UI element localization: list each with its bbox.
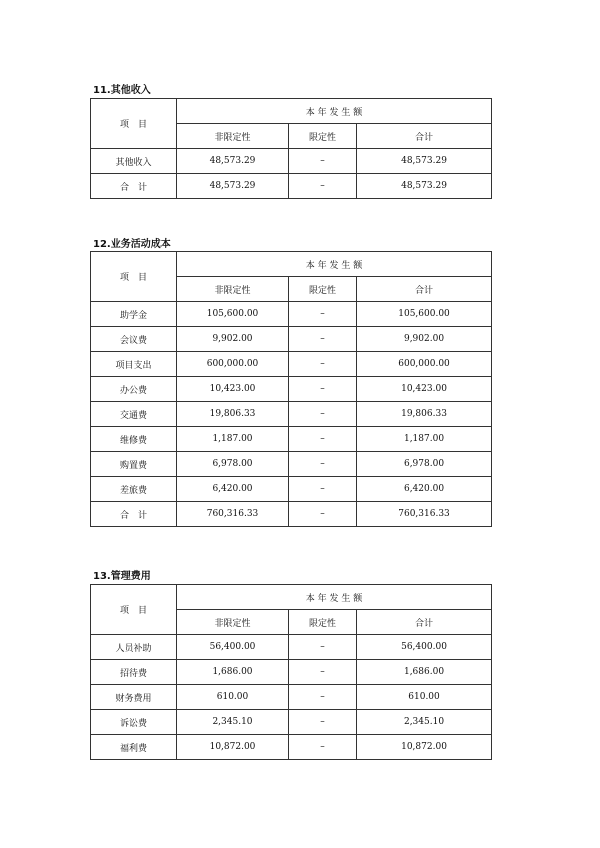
header-restricted: 限定性 [289,277,357,302]
row-name: 诉讼费 [91,710,177,735]
row-total: 1,686.00 [357,660,492,685]
row-total: 6,978.00 [357,452,492,477]
row-unrestricted: 2,345.10 [177,710,289,735]
table-row [91,660,492,685]
section-title-business-cost: 12.业务活动成本 [93,239,171,250]
row-unrestricted: 600,000.00 [177,352,289,377]
header-total: 合计 [357,610,492,635]
row-restricted: – [289,377,357,402]
table-header-row [91,252,492,277]
row-restricted: – [289,660,357,685]
table-row [91,302,492,327]
section-title-admin-expenses: 13.管理费用 [93,571,151,582]
row-restricted: – [289,685,357,710]
row-restricted: – [289,327,357,352]
table-row [91,327,492,352]
header-restricted: 限定性 [289,124,357,149]
row-unrestricted: 1,187.00 [177,427,289,452]
table-row [91,402,492,427]
row-restricted: – [289,352,357,377]
row-total: 9,902.00 [357,327,492,352]
row-restricted: – [289,477,357,502]
row-restricted: – [289,402,357,427]
row-total: 6,420.00 [357,477,492,502]
row-name: 助学金 [91,302,177,327]
row-name: 其他收入 [91,149,177,174]
header-span: 本 年 发 生 额 [177,99,492,124]
table-row [91,174,492,199]
table-row [91,352,492,377]
row-name: 办公费 [91,377,177,402]
row-unrestricted: 1,686.00 [177,660,289,685]
row-total: 48,573.29 [357,149,492,174]
business-cost-table [90,251,492,527]
table-row [91,685,492,710]
row-total: 610.00 [357,685,492,710]
row-total: 19,806.33 [357,402,492,427]
row-unrestricted: 10,423.00 [177,377,289,402]
table-header-row [91,585,492,610]
row-unrestricted: 48,573.29 [177,149,289,174]
row-unrestricted: 56,400.00 [177,635,289,660]
header-unrestricted: 非限定性 [177,124,289,149]
row-total: 10,423.00 [357,377,492,402]
section-title-other-income: 11.其他收入 [93,85,151,96]
row-total: 1,187.00 [357,427,492,452]
row-name: 福利费 [91,735,177,760]
row-unrestricted: 10,872.00 [177,735,289,760]
row-restricted: – [289,149,357,174]
row-unrestricted: 48,573.29 [177,174,289,199]
row-name: 项目支出 [91,352,177,377]
table-row [91,477,492,502]
row-restricted: – [289,635,357,660]
header-unrestricted: 非限定性 [177,277,289,302]
row-restricted: – [289,174,357,199]
row-name: 购置费 [91,452,177,477]
other-income-table [90,98,492,199]
row-unrestricted: 760,316.33 [177,502,289,527]
row-restricted: – [289,452,357,477]
row-restricted: – [289,502,357,527]
row-total: 600,000.00 [357,352,492,377]
table-row [91,149,492,174]
row-unrestricted: 9,902.00 [177,327,289,352]
row-name: 财务费用 [91,685,177,710]
row-name: 会议费 [91,327,177,352]
row-restricted: – [289,735,357,760]
row-unrestricted: 6,978.00 [177,452,289,477]
row-name: 合 计 [91,174,177,199]
header-unrestricted: 非限定性 [177,610,289,635]
admin-expenses-table [90,584,492,760]
row-restricted: – [289,302,357,327]
table-row [91,635,492,660]
row-total: 760,316.33 [357,502,492,527]
row-name: 招待费 [91,660,177,685]
header-restricted: 限定性 [289,610,357,635]
row-restricted: – [289,710,357,735]
header-total: 合计 [357,277,492,302]
row-unrestricted: 19,806.33 [177,402,289,427]
table-row [91,710,492,735]
row-total: 105,600.00 [357,302,492,327]
table-row [91,452,492,477]
row-name: 交通费 [91,402,177,427]
table-header-row [91,99,492,124]
row-total: 10,872.00 [357,735,492,760]
header-total: 合计 [357,124,492,149]
table-row [91,735,492,760]
header-item: 项 目 [91,252,177,302]
row-total: 2,345.10 [357,710,492,735]
row-total: 56,400.00 [357,635,492,660]
row-restricted: – [289,427,357,452]
row-name: 差旅费 [91,477,177,502]
row-unrestricted: 610.00 [177,685,289,710]
table-row [91,427,492,452]
table-row [91,502,492,527]
row-total: 48,573.29 [357,174,492,199]
row-name: 人员补助 [91,635,177,660]
header-item: 项 目 [91,99,177,149]
row-unrestricted: 105,600.00 [177,302,289,327]
row-unrestricted: 6,420.00 [177,477,289,502]
header-span: 本 年 发 生 额 [177,252,492,277]
table-row [91,377,492,402]
row-name: 合 计 [91,502,177,527]
row-name: 维修费 [91,427,177,452]
header-span: 本 年 发 生 额 [177,585,492,610]
header-item: 项 目 [91,585,177,635]
